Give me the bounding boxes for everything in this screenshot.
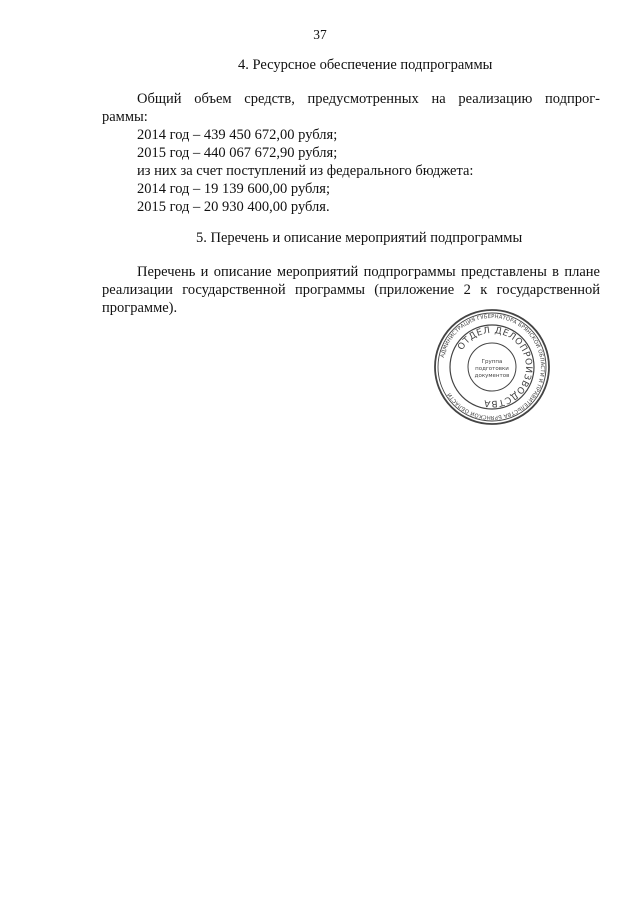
section-4-line-5: из них за счет поступлений из федерального бюджета: [137,163,474,179]
section-4-line-6: 2014 год – 19 139 600,00 рубля; [137,181,330,197]
stamp-center-line-2: подготовки [475,366,509,372]
section-4-line-3: 2014 год – 439 450 672,00 рубля; [137,127,338,143]
section-4-line-7: 2015 год – 20 930 400,00 рубля. [137,199,330,215]
page-number: 37 [313,27,327,42]
stamp-inner-text: ОТДЕЛ ДЕЛОПРОИЗВОДСТВА [456,325,534,409]
section-4-line-1: Общий объем средств, предусмотренных на реализацию подпрог- [137,91,600,107]
section-5-line-1: Перечень и описание мероприятий подпрограммы представлены в плане [137,264,600,280]
stamp-center-line-1: Группа [481,359,503,365]
section-4-line-2: раммы: [102,109,148,125]
section-5-heading: 5. Перечень и описание мероприятий подпрограммы [196,230,523,246]
section-4-heading: 4. Ресурсное обеспечение подпрограммы [238,57,493,73]
section-4-line-4: 2015 год – 440 067 672,90 рубля; [137,145,338,161]
section-5-line-3: программе). [102,300,178,316]
stamp-outer-text: АДМИНИСТРАЦИЯ ГУБЕРНАТОРА БРЯНСКОЙ ОБЛАСТИ И ПРАВИТЕЛЬСТВА БРЯНСКОЙ ОБЛАСТИ [439,313,546,421]
stamp-center-line-3: документов [474,373,510,379]
official-stamp [432,307,552,427]
section-5-line-2: реализации государственной программы (приложение 2 к государственной [102,282,600,298]
